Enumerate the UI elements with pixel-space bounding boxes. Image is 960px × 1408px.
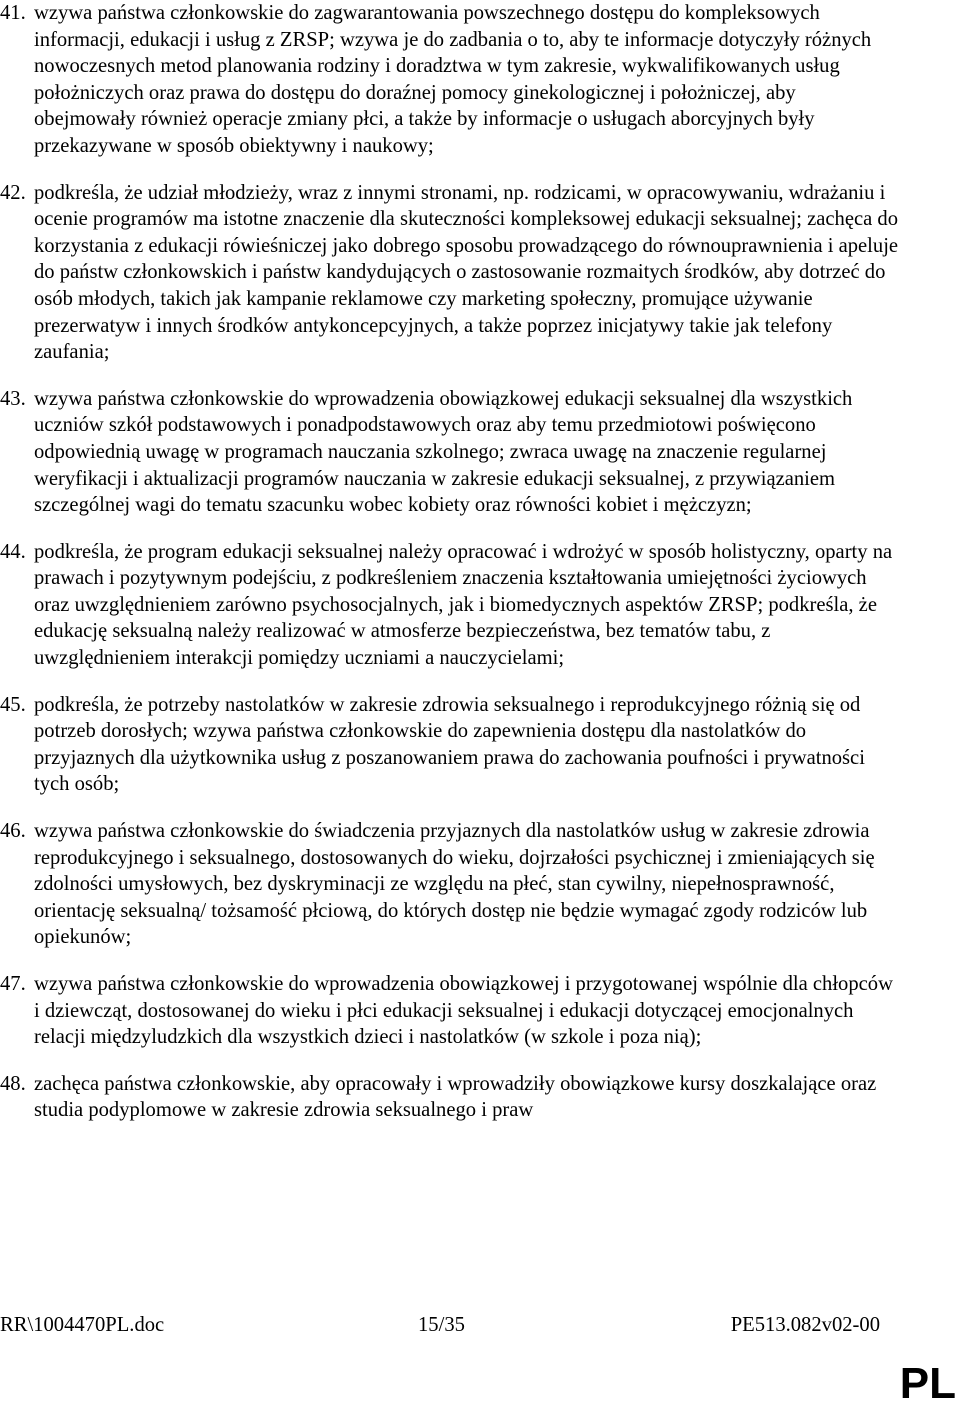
paragraph-41	[0, 0, 900, 160]
paragraph-text: podkreśla, że potrzeby nastolatków w zakresie zdrowia seksualnego i reprodukcyjnego różnią się od potrzeb dorosłych; wzywa państwa członkowskie do zapewnienia dostępu dla nastolatków do przyjaznych dla użytkownika usług z poszanowaniem prawa do zachowania poufności i prywatności tych osób;	[34, 693, 865, 796]
paragraph-text: wzywa państwa członkowskie do zagwarantowania powszechnego dostępu do kompleksowych informacji, edukacji i usług z ZRSP; wzywa je do zadbania o to, aby te informacje dotyczyły różnych nowoczesnych metod planowania rodziny i doradztwa w tym zakresie, wykwalifikowanych usług położniczych oraz prawa do dostępu do doraźnej pomocy ginekologicznej i położniczej, aby obejmowały również operacje zmiany płci, a także by informacje o usługach aborcyjnych były przekazywane w sposób obiektywny i naukowy;	[34, 2, 872, 157]
page-footer	[0, 1312, 880, 1338]
paragraph-46	[0, 818, 900, 951]
paragraph-45	[0, 692, 900, 798]
paragraph-number: 42.	[0, 181, 26, 204]
paragraph-number: 46.	[0, 820, 26, 843]
paragraph-42	[0, 180, 900, 366]
paragraph-text: wzywa państwa członkowskie do wprowadzenia obowiązkowej edukacji seksualnej dla wszystkich uczniów szkół podstawowych i ponadpodstawowych oraz aby temu przedmiotowi poświęcono odpowiednią uwagę w programach nauczania szkolnego; zwraca uwagę na znaczenie regularnej weryfikacji i aktualizacji programów nauczania w zakresie edukacji seksualnej, z przywiązaniem szczególnej wagi do tematu szacunku wobec kobiety oraz równości kobiet i mężczyzn;	[34, 387, 853, 517]
paragraph-number: 43.	[0, 387, 26, 410]
paragraph-44	[0, 539, 900, 672]
paragraph-number: 48.	[0, 1072, 26, 1095]
paragraph-text: podkreśla, że udział młodzieży, wraz z innymi stronami, np. rodzicami, w opracowywaniu, wdrażaniu i ocenie programów ma istotne znaczenie dla skuteczności kompleksowej edukacji seksualnej; zachęca do korzystania z edukacji rówieśniczej jako dobrego sposobu prowadzącego do równouprawnienia i apeluje do państw członkowskich i państw kandydujących o zastosowanie rozmaitych środków, aby dotrzeć do osób młodych, takich jak kampanie reklamowe czy marketing społeczny, promujące używanie prezerwatyw i innych środków antykoncepcyjnych, a także poprzez inicjatywy takie jak telefony zaufania;	[34, 181, 899, 364]
pe-reference: PE513.082v02-00	[730, 1314, 880, 1336]
paragraph-number: 44.	[0, 540, 26, 563]
paragraph-text: podkreśla, że program edukacji seksualnej należy opracować i wdrożyć w sposób holistyczny, oparty na prawach i pozytywnym podejściu, z podkreśleniem znaczenia kształtowania umiejętności życiowych oraz uwzględnieniem zarówno psychosocjalnych, jak i biomedycznych aspektów ZRSP; podkreśla, że edukację seksualną należy realizować w atmosferze bezpieczeństwa, bez tematów tabu, z uwzględnieniem interakcji pomiędzy uczniami a nauczycielami;	[34, 540, 893, 670]
paragraph-48	[0, 1071, 900, 1124]
paragraph-text: zachęca państwa członkowskie, aby opracowały i wprowadziły obowiązkowe kursy doszkalające oraz studia podyplomowe w zakresie zdrowia seksualnego i praw	[34, 1072, 877, 1122]
paragraph-text: wzywa państwa członkowskie do wprowadzenia obowiązkowej i przygotowanej wspólnie dla chłopców i dziewcząt, dostosowanej do wieku i płci edukacji seksualnej i edukacji dotyczącej emocjonalnych relacji międzyludzkich dla wszystkich dzieci i nastolatków (w szkole i poza nią);	[34, 973, 893, 1049]
paragraph-number: 45.	[0, 693, 26, 716]
paragraph-43	[0, 386, 900, 519]
paragraph-number: 41.	[0, 2, 26, 24]
page-number: 15/35	[418, 1314, 465, 1336]
paragraph-number: 47.	[0, 973, 26, 995]
paragraph-47	[0, 971, 900, 1051]
paragraph-text: wzywa państwa członkowskie do świadczenia przyjaznych dla nastolatków usług w zakresie zdrowia reprodukcyjnego i seksualnego, dostosowanych do wieku, dojrzałości psychicznej i zmieniających się zdolności umysłowych, bez dyskryminacji ze względu na płeć, stan cywilny, niepełnosprawność, orientację seksualną/ tożsamość płciową, do których dostęp nie będzie wymagać zgody rodziców lub opiekunów;	[34, 820, 875, 949]
document-reference: RR\1004470PL.doc	[0, 1314, 165, 1336]
language-code: PL	[899, 1359, 956, 1408]
